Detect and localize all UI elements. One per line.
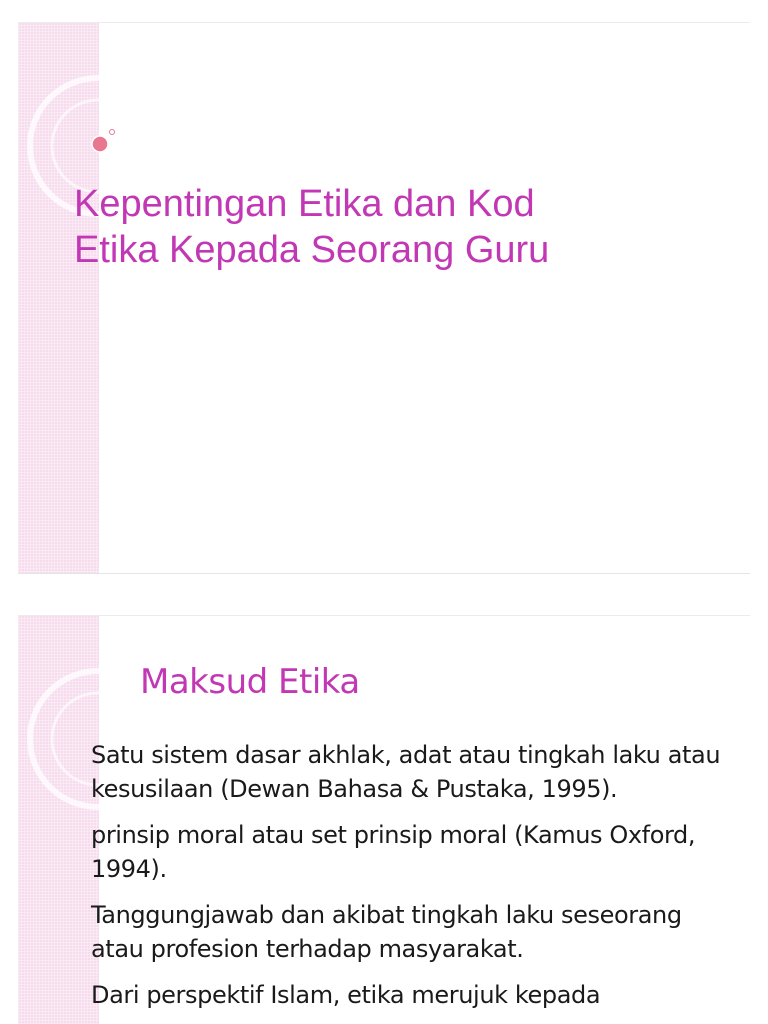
- pink-dot-icon: [92, 136, 108, 152]
- bullet-item: prinsip moral atau set prinsip moral (Kamus Oxford, 1994).: [91, 821, 696, 883]
- bullet-item: Satu sistem dasar akhlak, adat atau tingkah laku atau kesusilaan (Dewan Bahasa & Pustaka, 1995).: [91, 741, 721, 803]
- title-line: Kepentingan Etika dan Kod: [74, 183, 535, 225]
- slide-title: [18, 22, 750, 574]
- bullet-list: [91, 738, 741, 1024]
- title-line: Etika Kepada Seorang Guru: [74, 229, 550, 271]
- slide-title-text: [74, 181, 714, 273]
- bullet-item: Dari perspektif Islam, etika merujuk kepada: [91, 981, 601, 1009]
- slide-heading: Maksud Etika: [140, 662, 360, 702]
- slide-content: [18, 615, 750, 1024]
- small-dot-icon: [110, 130, 115, 135]
- bullet-item: Tanggungjawab dan akibat tingkah laku seseorang atau profesion terhadap masyarakat.: [91, 901, 682, 963]
